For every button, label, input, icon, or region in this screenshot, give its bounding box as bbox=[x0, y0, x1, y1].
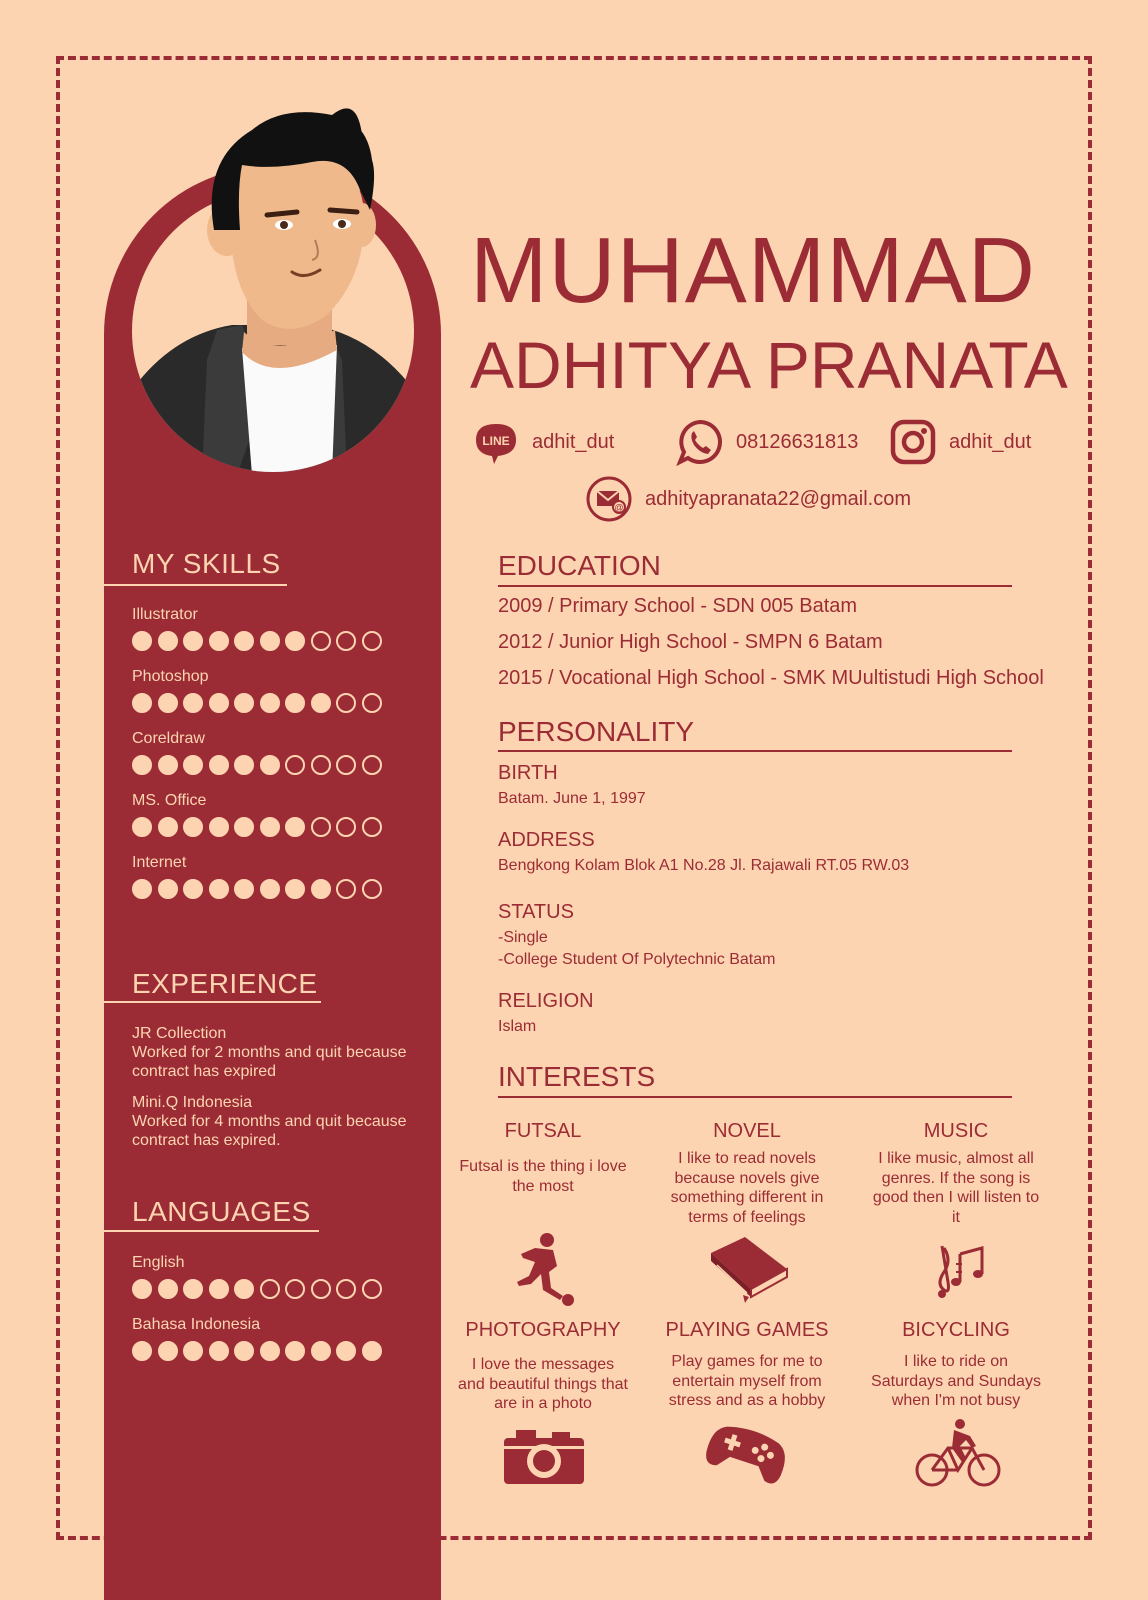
education-item: 2012 / Junior High School - SMPN 6 Batam bbox=[498, 631, 883, 653]
rating-dot-filled bbox=[362, 1341, 382, 1361]
experience-heading: EXPERIENCE bbox=[132, 968, 318, 999]
rating-dot-filled bbox=[311, 693, 331, 713]
experience-item bbox=[132, 1024, 432, 1081]
skill-rating bbox=[132, 879, 382, 899]
address-label: ADDRESS bbox=[498, 829, 595, 851]
rating-dot-filled bbox=[132, 693, 152, 713]
music-notes-icon bbox=[930, 1240, 986, 1302]
experience-desc: Worked for 4 months and quit because contract has expired. bbox=[132, 1113, 407, 1149]
rating-dot-empty bbox=[362, 693, 382, 713]
interests-underline bbox=[498, 1096, 1012, 1098]
rating-dot-filled bbox=[132, 631, 152, 651]
rating-dot-empty bbox=[285, 1279, 305, 1299]
last-name: ADHITYA PRANATA bbox=[470, 328, 1068, 402]
rating-dot-filled bbox=[209, 631, 229, 651]
rating-dot-filled bbox=[234, 817, 254, 837]
interest-desc: Futsal is the thing i love the most bbox=[459, 1158, 627, 1195]
rating-dot-filled bbox=[183, 1279, 203, 1299]
contact-instagram bbox=[889, 418, 1031, 466]
language-label: Bahasa Indonesia bbox=[132, 1316, 261, 1333]
education-heading: EDUCATION bbox=[498, 550, 661, 581]
interest-desc: I love the messages and beautiful things that are in a photo bbox=[458, 1356, 628, 1412]
rating-dot-empty bbox=[336, 1279, 356, 1299]
education-item: 2015 / Vocational High School - SMK MUultistudi High School bbox=[498, 667, 1044, 689]
interest-title: PHOTOGRAPHY bbox=[465, 1319, 621, 1341]
experience-desc: Worked for 2 months and quit because contract has expired bbox=[132, 1044, 407, 1080]
line-badge-text: LINE bbox=[482, 434, 510, 448]
rating-dot-filled bbox=[183, 879, 203, 899]
languages-underline bbox=[104, 1230, 319, 1232]
rating-dot-filled bbox=[234, 631, 254, 651]
rating-dot-empty bbox=[336, 755, 356, 775]
rating-dot-filled bbox=[132, 1279, 152, 1299]
futsal-player-icon bbox=[505, 1232, 575, 1306]
rating-dot-filled bbox=[158, 1341, 178, 1361]
language-label: English bbox=[132, 1254, 185, 1271]
rating-dot-filled bbox=[183, 817, 203, 837]
rating-dot-empty bbox=[336, 693, 356, 713]
status-value-2: -College Student Of Polytechnic Batam bbox=[498, 951, 776, 968]
rating-dot-filled bbox=[183, 631, 203, 651]
skill-label: Internet bbox=[132, 854, 187, 871]
contact-email bbox=[585, 475, 911, 523]
rating-dot-filled bbox=[260, 693, 280, 713]
interests-heading: INTERESTS bbox=[498, 1061, 656, 1092]
rating-dot-empty bbox=[336, 879, 356, 899]
rating-dot-filled bbox=[209, 693, 229, 713]
rating-dot-filled bbox=[158, 879, 178, 899]
interest-title: MUSIC bbox=[923, 1120, 989, 1142]
birth-label: BIRTH bbox=[498, 762, 558, 784]
rating-dot-filled bbox=[209, 817, 229, 837]
contact-whatsapp bbox=[676, 418, 858, 466]
rating-dot-filled bbox=[260, 817, 280, 837]
interest-title: BICYCLING bbox=[902, 1319, 1010, 1341]
rating-dot-filled bbox=[260, 631, 280, 651]
rating-dot-filled bbox=[260, 1341, 280, 1361]
skills-heading: MY SKILLS bbox=[132, 548, 281, 579]
instagram-icon bbox=[889, 418, 937, 466]
rating-dot-empty bbox=[285, 755, 305, 775]
whatsapp-icon bbox=[676, 418, 724, 466]
rating-dot-empty bbox=[311, 1279, 331, 1299]
skill-rating bbox=[132, 817, 382, 837]
rating-dot-filled bbox=[311, 879, 331, 899]
rating-dot-empty bbox=[362, 631, 382, 651]
rating-dot-filled bbox=[132, 755, 152, 775]
rating-dot-filled bbox=[285, 631, 305, 651]
education-underline bbox=[498, 585, 1012, 587]
rating-dot-filled bbox=[285, 693, 305, 713]
religion-value: Islam bbox=[498, 1018, 537, 1035]
rating-dot-filled bbox=[234, 693, 254, 713]
rating-dot-empty bbox=[260, 1279, 280, 1299]
experience-underline bbox=[104, 1001, 321, 1003]
skill-rating bbox=[132, 631, 382, 651]
personality-heading: PERSONALITY bbox=[498, 716, 695, 747]
rating-dot-filled bbox=[285, 817, 305, 837]
line-icon bbox=[472, 418, 520, 466]
status-value-1: -Single bbox=[498, 929, 548, 946]
avatar-illustration bbox=[132, 100, 414, 475]
religion-label: RELIGION bbox=[498, 990, 594, 1012]
rating-dot-filled bbox=[132, 879, 152, 899]
bicycle-icon bbox=[914, 1418, 1002, 1488]
rating-dot-filled bbox=[158, 817, 178, 837]
email-icon bbox=[585, 475, 633, 523]
first-name: MUHAMMAD bbox=[470, 218, 1036, 322]
book-icon bbox=[707, 1235, 789, 1303]
rating-dot-filled bbox=[158, 755, 178, 775]
rating-dot-filled bbox=[209, 1341, 229, 1361]
rating-dot-filled bbox=[158, 631, 178, 651]
skill-rating bbox=[132, 755, 382, 775]
line-handle: adhit_dut bbox=[532, 430, 615, 453]
rating-dot-filled bbox=[234, 1279, 254, 1299]
rating-dot-filled bbox=[132, 1341, 152, 1361]
rating-dot-filled bbox=[183, 693, 203, 713]
experience-item bbox=[132, 1093, 432, 1150]
skill-label: MS. Office bbox=[132, 792, 207, 809]
education-item: 2009 / Primary School - SDN 005 Batam bbox=[498, 595, 858, 617]
instagram-handle: adhit_dut bbox=[949, 430, 1032, 453]
rating-dot-filled bbox=[209, 755, 229, 775]
rating-dot-filled bbox=[183, 1341, 203, 1361]
interest-desc: I like to ride on Saturdays and Sundays when I'm not busy bbox=[871, 1353, 1041, 1409]
whatsapp-number: 08126631813 bbox=[736, 430, 859, 453]
skills-underline bbox=[104, 584, 287, 586]
language-rating bbox=[132, 1279, 382, 1299]
rating-dot-empty bbox=[311, 755, 331, 775]
experience-company: JR Collection bbox=[132, 1025, 227, 1042]
rating-dot-filled bbox=[234, 755, 254, 775]
rating-dot-filled bbox=[234, 1341, 254, 1361]
personality-underline bbox=[498, 750, 1012, 752]
rating-dot-filled bbox=[209, 1279, 229, 1299]
rating-dot-filled bbox=[209, 879, 229, 899]
rating-dot-empty bbox=[362, 879, 382, 899]
rating-dot-filled bbox=[234, 879, 254, 899]
rating-dot-filled bbox=[158, 1279, 178, 1299]
rating-dot-filled bbox=[132, 817, 152, 837]
rating-dot-filled bbox=[260, 755, 280, 775]
rating-dot-empty bbox=[362, 817, 382, 837]
birth-value: Batam. June 1, 1997 bbox=[498, 790, 646, 807]
rating-dot-filled bbox=[336, 1341, 356, 1361]
skill-label: Illustrator bbox=[132, 606, 198, 623]
status-label: STATUS bbox=[498, 901, 574, 923]
rating-dot-empty bbox=[362, 1279, 382, 1299]
interest-title: FUTSAL bbox=[504, 1120, 582, 1142]
rating-dot-filled bbox=[158, 693, 178, 713]
experience-company: Mini.Q Indonesia bbox=[132, 1094, 253, 1111]
gamepad-icon bbox=[706, 1420, 788, 1486]
interest-title: PLAYING GAMES bbox=[665, 1319, 829, 1341]
rating-dot-filled bbox=[260, 879, 280, 899]
rating-dot-filled bbox=[183, 755, 203, 775]
skill-label: Photoshop bbox=[132, 668, 209, 685]
email-address: adhityapranata22@gmail.com bbox=[645, 487, 912, 510]
camera-icon bbox=[502, 1428, 586, 1486]
interest-desc: I like to read novels because novels give something different in terms of feelings bbox=[670, 1150, 824, 1226]
rating-dot-filled bbox=[285, 1341, 305, 1361]
interest-desc: I like music, almost all genres. If the song is good then I will listen to it bbox=[872, 1150, 1040, 1226]
skill-label: Coreldraw bbox=[132, 730, 205, 747]
svg-text:@: @ bbox=[614, 502, 624, 513]
rating-dot-filled bbox=[311, 1341, 331, 1361]
rating-dot-filled bbox=[285, 879, 305, 899]
rating-dot-empty bbox=[311, 631, 331, 651]
rating-dot-empty bbox=[336, 817, 356, 837]
languages-heading: LANGUAGES bbox=[132, 1196, 311, 1227]
contact-line bbox=[472, 418, 614, 466]
language-rating bbox=[132, 1341, 382, 1361]
avatar bbox=[132, 100, 414, 475]
rating-dot-empty bbox=[336, 631, 356, 651]
rating-dot-empty bbox=[311, 817, 331, 837]
interest-title: NOVEL bbox=[713, 1120, 781, 1142]
skill-rating bbox=[132, 693, 382, 713]
interest-desc: Play games for me to entertain myself from stress and as a hobby bbox=[668, 1353, 826, 1409]
address-value: Bengkong Kolam Blok A1 No.28 Jl. Rajawali RT.05 RW.03 bbox=[498, 857, 910, 874]
rating-dot-empty bbox=[362, 755, 382, 775]
